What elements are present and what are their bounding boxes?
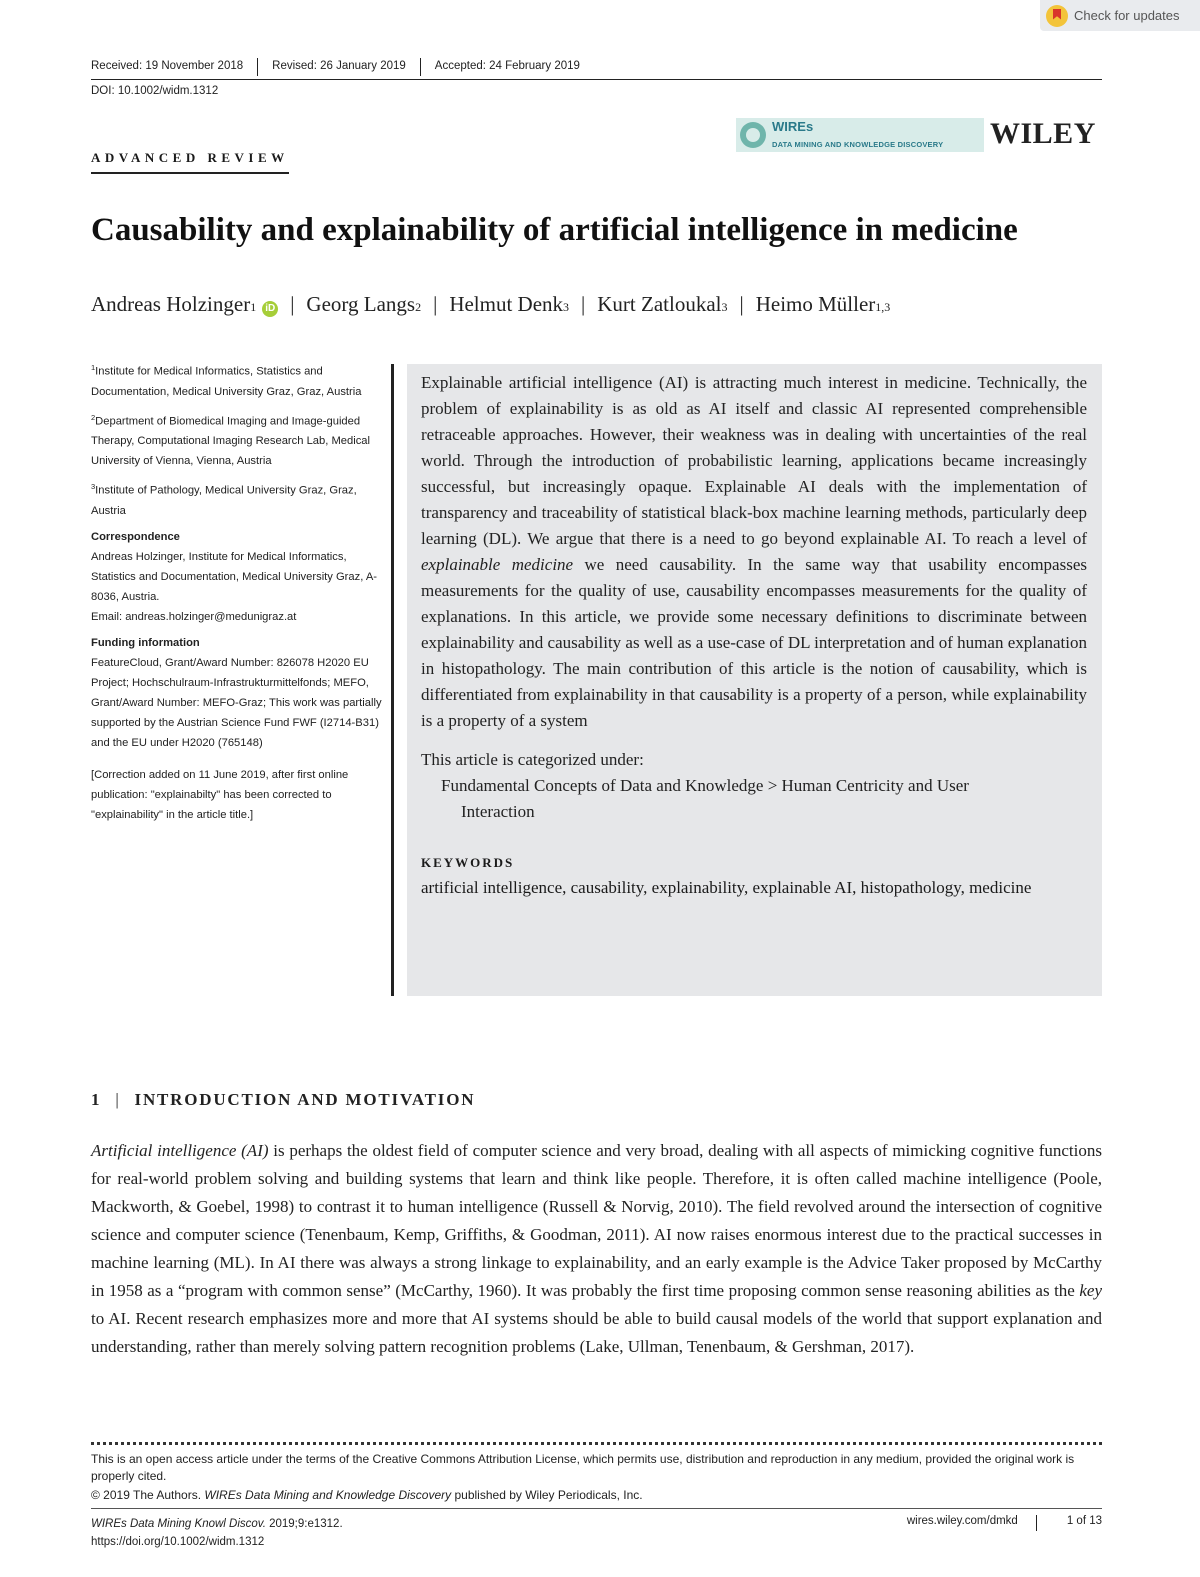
revised-date: Revised: 26 January 2019 [258, 58, 421, 76]
abstract-emphasis: explainable medicine [421, 555, 574, 574]
citation [91, 1515, 343, 1551]
author-name: Helmut Denk [449, 292, 564, 316]
license-text: This is an open access article under the terms of the Creative Commons Attribution License, which permits use, distribution and reproduction in any medium, provided the original work is properly cited. [91, 1452, 1075, 1483]
section-title: INTRODUCTION AND MOTIVATION [134, 1090, 476, 1109]
abstract-box [407, 364, 1102, 996]
funding-text: FeatureCloud, Grant/Award Number: 826078 H2020 EU Project; Hochschulraum-Infrastrukturmittelfonds; MEFO, Grant/Award Number: MEFO-Graz; This work was partially supported by the Austrian Science Fund FWF (I2714-B31) and the EU under H2020 (765148) [91, 657, 382, 750]
correspondence-heading: Correspondence [91, 531, 180, 544]
author-affiliation: 1 [250, 300, 257, 314]
author-separator: | [581, 292, 586, 316]
copyright-journal: WIREs Data Mining and Knowledge Discovery [204, 1488, 452, 1502]
author-name: Kurt Zatloukal [597, 292, 722, 316]
copyright-text: © 2019 The Authors. [91, 1488, 205, 1502]
categorized-label: This article is categorized under: [421, 750, 644, 769]
received-date: Received: 19 November 2018 [91, 58, 258, 76]
intro-emphasis: key [1079, 1281, 1102, 1300]
affiliation-number: 2 [91, 412, 96, 422]
citation-volume: 2019;9:e1312. [265, 1518, 343, 1530]
author-separator: | [433, 292, 438, 316]
intro-paragraph [91, 1137, 1102, 1361]
affiliation-number: 1 [91, 363, 96, 372]
wires-logo-icon [740, 122, 766, 148]
keywords-heading: KEYWORDS [421, 855, 515, 870]
author-list [91, 292, 890, 317]
article-history [91, 58, 1102, 80]
bookmark-icon [1046, 5, 1068, 27]
abstract-part: Explainable artificial intelligence (AI) is attracting much interest in medicine. Technically, the problem of explainability is as old as AI itself and classic AI represented comprehensible retraceable approaches. However, their weakness was in dealing with uncertainties of the real world. Through the introduction of probabilistic learning, applications became increasingly successful, but increasingly opaque. Explainable AI deals with the implementation of transparency and traceability of statistical black-box machine learning methods, particularly deep learning (DL). We argue that there is a need to go beyond explainable AI. To reach a level of [421, 373, 1087, 548]
correspondence-text: Andreas Holzinger, Institute for Medical Informatics, Statistics and Documentation, Medical University Graz, A-8036, Austria. [91, 551, 378, 604]
copyright [91, 1488, 643, 1502]
section-heading [91, 1090, 475, 1110]
intro-text: is perhaps the oldest field of computer science and very broad, dealing with all aspects of mimicking cognitive functions for real-world problem solving and building systems that learn and think like people. Therefore, it is often called machine intelligence (Poole, Mackworth, & Goebel, 1998) to contrast it to human intelligence (Russell & Norvig, 2010). The field revolved around the intersection of cognitive science and computer science (Tenenbaum, Kemp, Griffiths, & Goodman, 2011). AI now raises enormous interest due to the practical successes in machine learning (ML). In AI there was always a strong linkage to explainability, and an early example is the Advice Taker proposed by McCarthy in 1958 as a “program with common sense” (McCarthy, 1960). It was probably the first time proposing common sense reasoning abilities as the [91, 1141, 1102, 1300]
copyright-text: published by Wiley Periodicals, Inc. [451, 1488, 643, 1502]
wires-journal-logo [736, 118, 984, 152]
intro-text: to AI. Recent research emphasizes more and more that AI systems should be able to build causal models of the world that support explanation and understanding, rather than merely solving pattern recognition problems (Lake, Ullman, Tenenbaum, & Gershman, 2017). [91, 1309, 1102, 1356]
intro-emphasis: Artificial intelligence (AI) [91, 1141, 269, 1160]
section-number: 1 [91, 1090, 102, 1109]
citation-journal: WIREs Data Mining Knowl Discov. [91, 1518, 266, 1530]
affiliation [91, 358, 383, 402]
category-line: Interaction [461, 802, 535, 821]
correspondence-email[interactable]: Email: andreas.holzinger@medunigraz.at [91, 611, 297, 624]
author-affiliation: 1,3 [875, 300, 891, 314]
abstract-text [421, 370, 1087, 734]
funding-heading: Funding information [91, 637, 200, 650]
affiliation-number: 3 [91, 482, 96, 492]
article-title: Causability and explainability of artificial intelligence in medicine [91, 212, 1018, 248]
footer-divider [91, 1508, 1102, 1509]
affiliation [91, 477, 383, 521]
accepted-date: Accepted: 24 February 2019 [434, 60, 580, 72]
author-affiliation: 2 [415, 300, 422, 314]
author-affiliation: 3 [563, 300, 570, 314]
section-separator: | [115, 1090, 121, 1109]
footnote-divider [91, 1442, 1102, 1445]
affiliation-text: Institute for Medical Informatics, Statistics and Documentation, Medical University Graz, Graz, Austria [91, 365, 362, 398]
author-name: Andreas Holzinger [91, 292, 251, 316]
check-for-updates-button[interactable] [1040, 0, 1200, 31]
author-name: Georg Langs [306, 292, 416, 316]
author-name: Heimo Müller [755, 292, 876, 316]
wires-subtitle: DATA MINING AND KNOWLEDGE DISCOVERY [772, 140, 944, 149]
page-number: 1 of 13 [1066, 1515, 1102, 1527]
affiliation-text: Institute of Pathology, Medical University Graz, Graz, Austria [91, 485, 357, 518]
abstract-part: we need causability. In the same way that usability encompasses measurements for the quality of use, causability encompasses measurements for the quality of explanations. In this article, we provide some necessary definitions to discriminate between explainability and causability as well as a use-case of DL interpretation and of human explanation in histopathology. The main contribution of this article is the notion of causability, which is differentiated from explainability in that causability is a property of a person, while explainability is a property of a system [421, 555, 1087, 730]
doi: DOI: 10.1002/widm.1312 [91, 85, 219, 97]
doi-link[interactable]: https://doi.org/10.1002/widm.1312 [91, 1536, 265, 1548]
author-affiliation: 3 [721, 300, 728, 314]
check-for-updates-label: Check for updates [1074, 8, 1180, 23]
article-info-column [91, 358, 383, 831]
journal-site-link[interactable]: wires.wiley.com/dmkd [907, 1515, 1037, 1531]
author-separator: | [739, 292, 744, 316]
affiliation [91, 408, 383, 472]
keywords-text: artificial intelligence, causability, explainability, explainable AI, histopathology, medicine [421, 878, 1032, 897]
column-divider [391, 364, 394, 996]
wires-brand-text: WIREs [772, 119, 814, 134]
correction-note: [Correction added on 11 June 2019, after first online publication: "explainabilty" has been corrected to "explainability" in the article title.] [91, 769, 349, 822]
author-separator: | [290, 292, 295, 316]
affiliation-text: Department of Biomedical Imaging and Image-guided Therapy, Computational Imaging Research Lab, Medical University of Vienna, Vienna, Austria [91, 415, 371, 468]
category-line: Fundamental Concepts of Data and Knowledge > Human Centricity and User [441, 776, 969, 795]
category-item [421, 773, 1087, 825]
wiley-logo: WILEY [990, 117, 1096, 150]
page-info [907, 1515, 1102, 1531]
article-type-label: ADVANCED REVIEW [91, 150, 289, 174]
orcid-icon[interactable]: iD [262, 301, 278, 317]
